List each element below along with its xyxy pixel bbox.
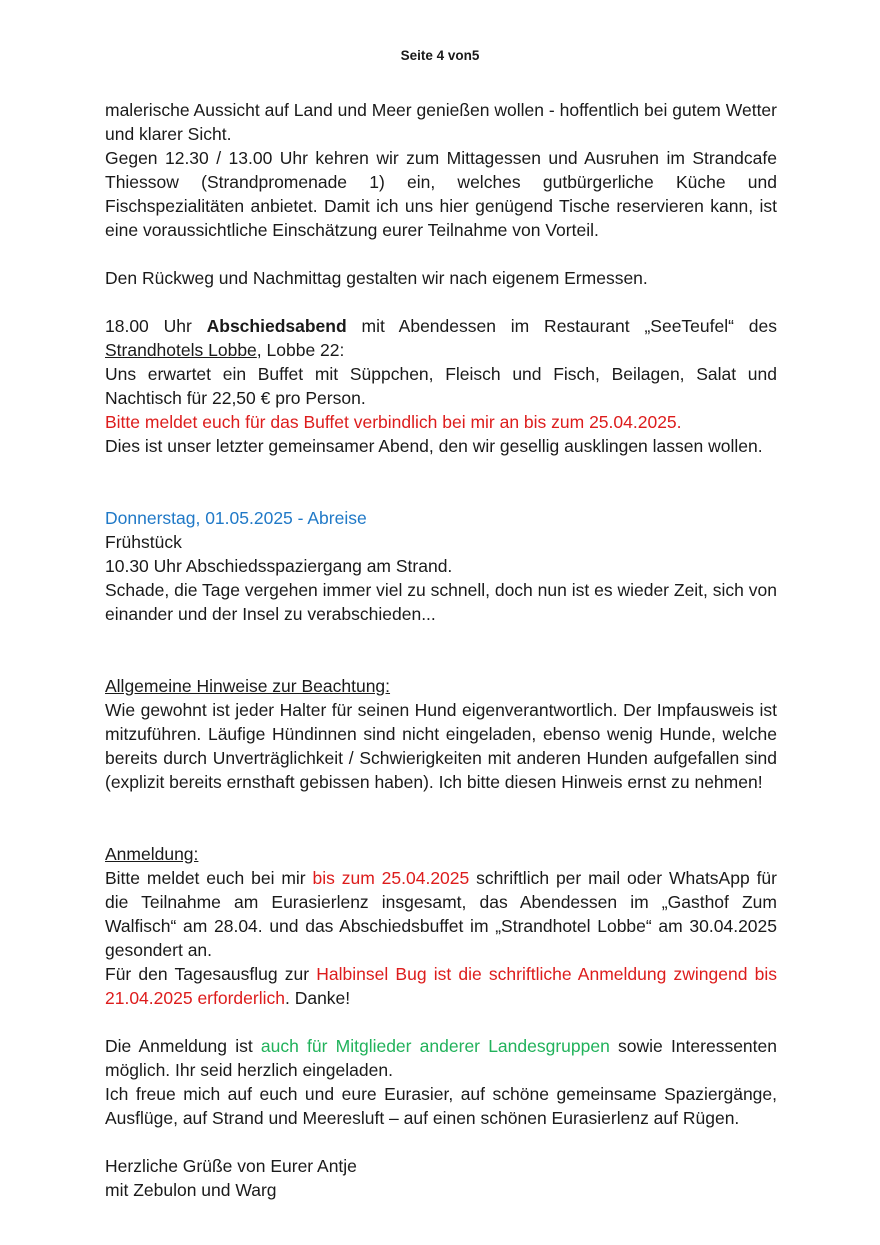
text-run: malerische Aussicht auf Land und Meer genießen wollen - hoffentlich bei gutem Wetter und klarer Sicht. — [105, 100, 777, 144]
text-run: Bitte meldet euch bei mir — [105, 868, 313, 888]
text-run: Donnerstag, 01.05.2025 - Abreise — [105, 508, 367, 528]
text-run: schriftlich per mail oder WhatsApp für die Teilnahme am Eurasierlenz insgesamt, das Abendessen im „Gasthof Zum Walfisch“ am 28.04. und das Abschiedsbuffet im „Strandhotel Lobbe“ am 30.04.2025 gesondert an. — [105, 868, 777, 960]
text-run: 18.00 Uhr — [105, 316, 207, 336]
paragraph — [105, 530, 777, 554]
paragraph — [105, 410, 777, 434]
blank-line — [105, 242, 777, 266]
text-run: Anmeldung: — [105, 844, 199, 864]
paragraph — [105, 1178, 777, 1202]
paragraph — [105, 698, 777, 794]
text-run: Den Rückweg und Nachmittag gestalten wir nach eigenem Ermessen. — [105, 268, 648, 288]
text-run: Halbinsel Bug ist die schriftliche Anmeldung zwingend bis 21.04.2025 erforderlich — [105, 964, 777, 1008]
blank-line — [105, 1130, 777, 1154]
paragraph — [105, 674, 777, 698]
text-run: auch für Mitglieder anderer Landesgruppen — [260, 1036, 610, 1056]
paragraph — [105, 434, 777, 458]
paragraph — [105, 362, 777, 410]
text-run: mit Zebulon und Warg — [105, 1180, 277, 1200]
text-run: Die Anmeldung ist — [105, 1036, 261, 1056]
paragraph — [105, 266, 777, 290]
paragraph — [105, 962, 777, 1010]
blank-line — [105, 818, 777, 842]
text-run: Abschiedsabend — [206, 316, 347, 336]
document-body — [105, 98, 777, 1202]
paragraph — [105, 1154, 777, 1178]
text-run: Schade, die Tage vergehen immer viel zu schnell, doch nun ist es wieder Zeit, sich von einander und der Insel zu verabschieden... — [105, 580, 777, 624]
text-run: Dies ist unser letzter gemeinsamer Abend, den wir gesellig ausklingen lassen wollen. — [105, 436, 763, 456]
text-run: sowie Interessenten möglich. Ihr seid herzlich eingeladen. — [105, 1036, 777, 1080]
text-run: Herzliche Grüße von Eurer Antje — [105, 1156, 357, 1176]
paragraph — [105, 578, 777, 626]
text-run: bis zum 25.04.2025 — [312, 868, 470, 888]
blank-line — [105, 626, 777, 650]
paragraph — [105, 314, 777, 362]
text-run: Wie gewohnt ist jeder Halter für seinen Hund eigenverantwortlich. Der Impfausweis ist mitzuführen. Läufige Hündinnen sind nicht eingeladen, ebenso wenig Hunde, welche bereits durch Unverträglichkeit / Schwierigkeiten mit anderen Hunden aufgefallen sind (explizit bereits ernsthaft gebissen haben). Ich bitte diesen Hinweis ernst zu nehmen! — [105, 700, 777, 792]
text-run: Gegen 12.30 / 13.00 Uhr kehren wir zum Mittagessen und Ausruhen im Strandcafe Thiessow (Strandpromenade 1) ein, welches gutbürgerliche Küche und Fischspezialitäten anbietet. Damit ich uns hier genügend Tische reservieren kann, ist eine voraussichtliche Einschätzung eurer Teilnahme von Vorteil. — [105, 148, 777, 240]
text-run: Bitte meldet euch für das Buffet verbindlich bei mir an bis zum 25.04.2025. — [105, 412, 682, 432]
paragraph — [105, 1082, 777, 1130]
blank-line — [105, 794, 777, 818]
page-number-header: Seite 4 von5 — [400, 48, 480, 63]
text-run: Frühstück — [105, 532, 182, 552]
paragraph — [105, 866, 777, 962]
text-run: Strandhotels Lobbe — [105, 340, 257, 360]
paragraph — [105, 554, 777, 578]
paragraph — [105, 146, 777, 242]
blank-line — [105, 1010, 777, 1034]
text-run: Ich freue mich auf euch und eure Eurasier, auf schöne gemeinsame Spaziergänge, Ausflüge, auf Strand und Meeresluft – auf einen schönen Eurasierlenz auf Rügen. — [105, 1084, 777, 1128]
text-run: Allgemeine Hinweise zur Beachtung: — [105, 676, 391, 696]
blank-line — [105, 482, 777, 506]
text-run: Für den Tagesausflug zur — [105, 964, 317, 984]
text-run: Uns erwartet ein Buffet mit Süppchen, Fleisch und Fisch, Beilagen, Salat und Nachtisch für 22,50 € pro Person. — [105, 364, 777, 408]
paragraph — [105, 1034, 777, 1082]
blank-line — [105, 458, 777, 482]
paragraph — [105, 506, 777, 530]
text-run: . Danke! — [284, 988, 351, 1008]
text-run: 10.30 Uhr Abschiedsspaziergang am Strand. — [105, 556, 453, 576]
blank-line — [105, 290, 777, 314]
paragraph — [105, 98, 777, 146]
text-run: , Lobbe 22: — [256, 340, 345, 360]
blank-line — [105, 650, 777, 674]
text-run: mit Abendessen im Restaurant „SeeTeufel“ des — [346, 316, 777, 336]
paragraph — [105, 842, 777, 866]
